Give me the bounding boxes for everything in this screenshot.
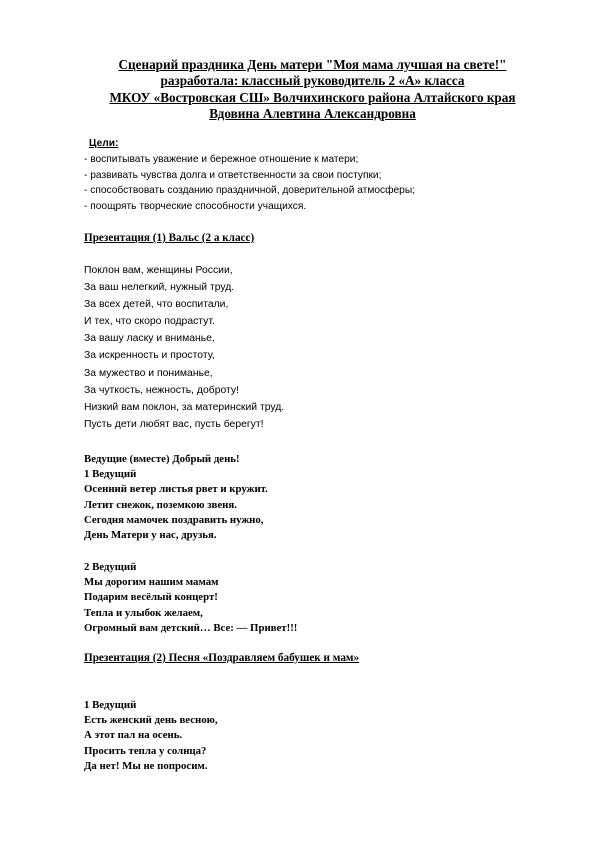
speaker-label: 2 Ведущий <box>84 561 137 573</box>
verse-line: Есть женский день весною, <box>84 714 218 727</box>
goals-block <box>84 136 415 215</box>
poem-line: За всех детей, что воспитали, <box>84 299 229 311</box>
hosts-greeting: Ведущие (вместе) Добрый день! <box>84 453 240 465</box>
poem-line: За вашу ласку и вниманье, <box>84 333 215 345</box>
verse-line: Осенний ветер листья рвет и кружит. <box>84 483 268 496</box>
section-heading-presentation-1: Презентация (1) Вальс (2 а класс) <box>84 232 255 244</box>
verse-line: Сегодня мамочек поздравить нужно, <box>84 513 264 526</box>
goal-item: - развивать чувства долга и ответственности за свои поступки; <box>84 169 382 181</box>
speaker-label: 1 Ведущий <box>84 468 137 481</box>
verse-line: Мы дорогим нашим мамам <box>84 576 219 589</box>
verse-line: Тепла и улыбок желаем, <box>84 606 203 619</box>
goal-item: - поощрять творческие способности учащихся. <box>84 201 307 213</box>
hosts-block-3 <box>84 698 218 774</box>
verse-line: День Матери у нас, друзья. <box>84 529 217 542</box>
poem <box>84 262 284 433</box>
speaker-label: 1 Ведущий <box>84 699 137 711</box>
verse-line: Летит снежок, поземкою звеня. <box>84 498 237 511</box>
title-line-3: МКОУ «Востровская СШ» Волчихинского района Алтайского края <box>109 89 516 105</box>
poem-line: Пусть дети любят вас, пусть берегут! <box>84 418 264 430</box>
section-heading-presentation-2: Презентация (2) Песня «Поздравляем бабушек и мам» <box>84 652 360 664</box>
verse-line: Огромный вам детский… Все: — Привет!!! <box>84 621 298 634</box>
title-line-1: Сценарий праздника День матери "Моя мама лучшая на свете!" <box>118 57 507 72</box>
poem-line: За искренность и простоту, <box>84 350 215 362</box>
title-line-4: Вдовина Алевтина Александровна <box>209 105 416 121</box>
document-title <box>60 57 565 122</box>
goal-item: - способствовать созданию праздничной, доверительной атмосферы; <box>84 185 415 197</box>
poem-line: За чуткость, нежность, доброту! <box>84 384 239 396</box>
goal-item: - воспитывать уважение и бережное отношение к матери; <box>84 153 359 165</box>
verse-line: Просить тепла у солнца? <box>84 744 207 757</box>
verse-line: А этот пал на осень. <box>84 729 183 742</box>
hosts-block-2 <box>84 560 297 636</box>
verse-line: Подарим весёлый концерт! <box>84 591 218 604</box>
title-line-2: разработала: классный руководитель 2 «А» класса <box>160 73 465 89</box>
hosts-block-1 <box>84 452 268 543</box>
poem-line: За ваш нелегкий, нужный труд. <box>84 282 235 294</box>
goals-heading: Цели: <box>89 138 119 149</box>
poem-line: Поклон вам, женщины России, <box>84 265 233 276</box>
verse-line: Да нет! Мы не попросим. <box>84 759 208 772</box>
poem-line: Низкий вам поклон, за материнский труд. <box>84 401 285 413</box>
poem-line: И тех, что скоро подрастут. <box>84 316 215 328</box>
poem-line: За мужество и пониманье, <box>84 367 213 379</box>
